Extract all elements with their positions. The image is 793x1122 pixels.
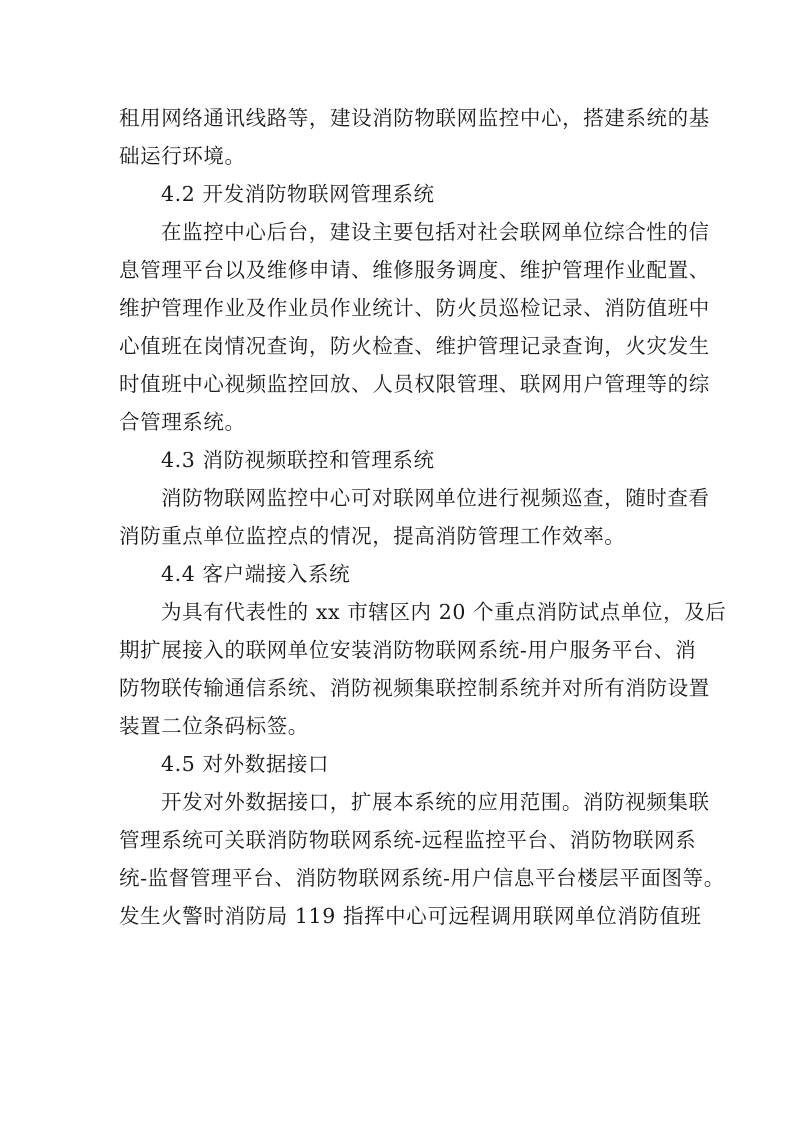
body-text-line: 防物联传输通信系统、消防视频集联控制系统并对所有消防设置 [119, 676, 710, 700]
body-text-line: 发生火警时消防局 119 指挥中心可远程调用联网单位消防值班 [119, 904, 702, 928]
body-text-line: 为具有代表性的 xx 市辖区内 20 个重点消防试点单位，及后 [161, 600, 727, 624]
body-text-line: 管理系统可关联消防物联网系统-远程监控平台、消防物联网系 [119, 828, 697, 852]
section-heading-4-5: 4.5 对外数据接口 [161, 752, 330, 776]
body-text-line: 在监控中心后台，建设主要包括对社会联网单位综合性的信 [161, 220, 710, 244]
body-text-line: 装置二位条码标签。 [119, 714, 309, 738]
body-text-line: 息管理平台以及维修申请、维修服务调度、维护管理作业配置、 [119, 258, 710, 282]
body-text-line: 心值班在岗情况查询，防火检查、维护管理记录查询，火灾发生 [119, 334, 710, 358]
body-text-line: 消防物联网监控中心可对联网单位进行视频巡查，随时查看 [161, 486, 710, 510]
section-heading-4-2: 4.2 开发消防物联网管理系统 [161, 182, 435, 206]
body-text-line: 时值班中心视频监控回放、人员权限管理、联网用户管理等的综 [119, 372, 710, 396]
body-text-line: 消防重点单位监控点的情况，提高消防管理工作效率。 [119, 524, 626, 548]
body-text-line: 开发对外数据接口，扩展本系统的应用范围。消防视频集联 [161, 790, 710, 814]
section-heading-4-4: 4.4 客户端接入系统 [161, 562, 351, 586]
body-text-line: 础运行环境。 [119, 144, 246, 168]
body-text-line: 期扩展接入的联网单位安装消防物联网系统-用户服务平台、消 [119, 638, 697, 662]
document-page [119, 99, 727, 935]
body-text-line: 维护管理作业及作业员作业统计、防火员巡检记录、消防值班中 [119, 296, 710, 320]
body-text-line: 统-监督管理平台、消防物联网系统-用户信息平台楼层平面图等。 [119, 866, 725, 890]
body-text-line: 租用网络通讯线路等，建设消防物联网监控中心，搭建系统的基 [119, 106, 710, 130]
section-heading-4-3: 4.3 消防视频联控和管理系统 [161, 448, 435, 472]
body-text-line: 合管理系统。 [119, 410, 246, 434]
